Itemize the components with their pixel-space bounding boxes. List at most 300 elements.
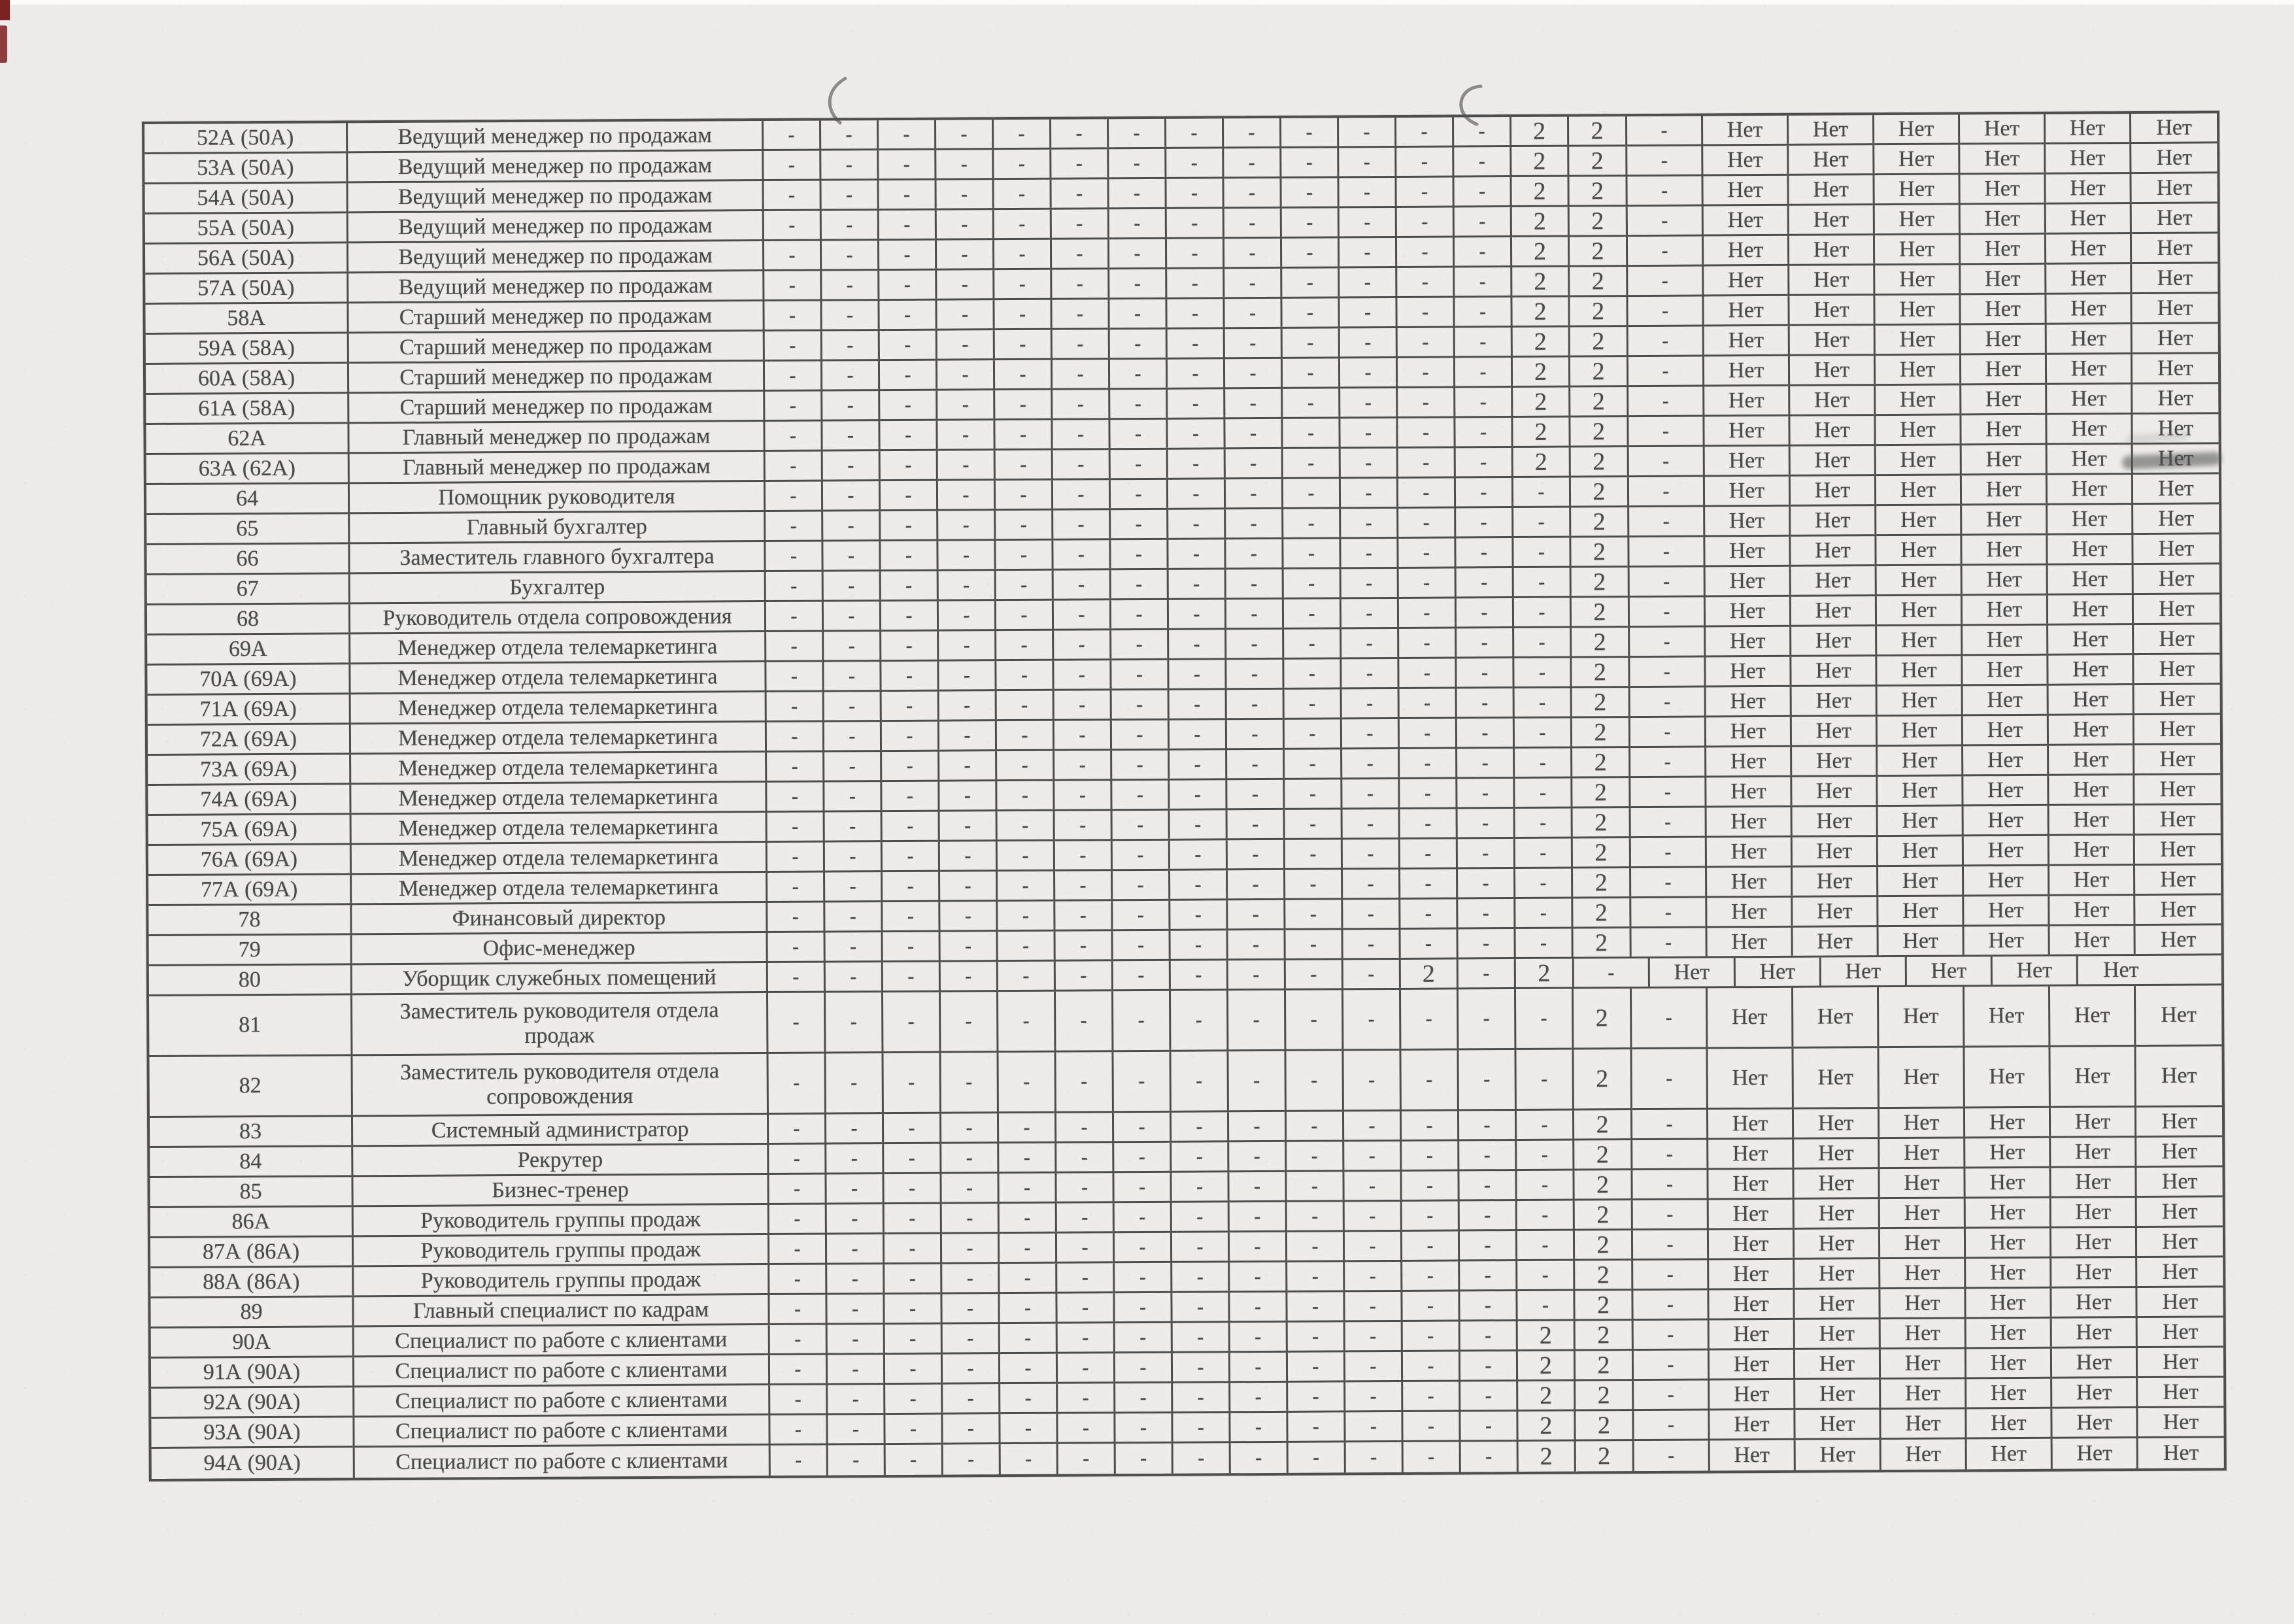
factor-class-cell: - <box>1173 1383 1230 1411</box>
guarantee-cell: Нет <box>1881 1319 1966 1347</box>
factor-class-cell: 2 <box>1401 959 1459 987</box>
factor-class-cell: - <box>998 932 1056 960</box>
factor-class-cell: - <box>1285 689 1342 717</box>
factor-class-cell: - <box>769 1115 826 1143</box>
guarantee-cell: Нет <box>2052 1348 2138 1377</box>
guarantee-cell: Нет <box>1878 746 1963 775</box>
factor-class-cell: - <box>1229 1142 1287 1170</box>
factor-class-cell: - <box>769 1265 827 1293</box>
guarantee-cell: Нет <box>1791 506 1876 535</box>
factor-class-cell: - <box>767 843 825 871</box>
workplace-number-cell: 52А (50А) <box>144 123 348 152</box>
factor-class-cell: - <box>1340 208 1397 236</box>
guarantee-cell: Нет <box>1706 597 1791 626</box>
workplace-number-cell: 66 <box>146 544 350 573</box>
factor-class-cell: - <box>1056 961 1113 989</box>
guarantee-cell: Нет <box>1793 1048 1879 1108</box>
guarantee-cell: Нет <box>1703 176 1789 205</box>
final-class-cell: 2 <box>1576 1381 1634 1409</box>
factor-class-cell: - <box>1282 268 1340 296</box>
factor-class-cell: - <box>827 1294 885 1323</box>
factor-class-cell: 2 <box>1512 267 1570 296</box>
factor-class-cell: - <box>939 631 996 659</box>
final-class-cell: 2 <box>1571 537 1629 566</box>
guarantee-cell: Нет <box>1792 777 1878 805</box>
guarantee-cell: Нет <box>1795 1289 1880 1318</box>
guarantee-cell: Нет <box>1962 505 2048 534</box>
factor-class-cell: - <box>1172 1112 1229 1140</box>
factor-class-cell: - <box>1345 1322 1403 1350</box>
factor-class-cell: - <box>937 330 995 358</box>
factor-class-cell: - <box>821 180 879 209</box>
factor-class-cell: - <box>1112 751 1170 779</box>
guarantee-cell: Нет <box>1874 144 1960 173</box>
workplace-number-cell: 61А (58А) <box>146 394 349 423</box>
factor-class-cell: - <box>1287 1292 1345 1320</box>
factor-class-cell: - <box>1224 209 1282 237</box>
factor-class-cell: - <box>1172 1142 1229 1170</box>
factor-class-cell: - <box>1169 569 1226 598</box>
factor-class-cell: - <box>999 1174 1056 1202</box>
factor-class-cell: - <box>1000 1234 1057 1262</box>
guarantee-cell: Нет <box>2159 596 2195 621</box>
factor-class-cell: - <box>1341 569 1399 597</box>
factor-class-cell: - <box>1110 390 1168 418</box>
factor-class-cell: - <box>1112 781 1170 809</box>
factor-class-cell: - <box>1455 207 1512 235</box>
factor-class-cell: - <box>937 360 995 388</box>
final-class-cell: 2 <box>1570 207 1628 235</box>
siz-class-cell: - <box>1631 837 1707 866</box>
factor-class-cell: - <box>1346 1442 1404 1472</box>
guarantee-cell: Нет <box>1964 866 2049 895</box>
factor-class-cell: - <box>824 571 881 600</box>
factor-class-cell: - <box>1343 1051 1401 1109</box>
guarantee-cell: Нет <box>1709 1200 1795 1228</box>
factor-class-cell: - <box>996 601 1054 629</box>
factor-class-cell: - <box>1283 358 1340 386</box>
final-class-cell: 2 <box>1574 1170 1632 1198</box>
factor-class-cell: - <box>1340 298 1397 326</box>
guarantee-cell: Нет <box>2163 1440 2199 1465</box>
job-title-cell: Главный специалист по кадрам <box>354 1295 769 1325</box>
factor-class-cell: - <box>1513 538 1571 566</box>
factor-class-cell: - <box>942 1264 1000 1292</box>
factor-class-cell: - <box>936 120 994 148</box>
factor-class-cell: - <box>943 1414 1000 1442</box>
guarantee-cell: Нет <box>2052 1378 2138 1407</box>
red-edge-mark <box>0 25 7 63</box>
factor-class-cell: - <box>1517 1111 1574 1139</box>
guarantee-cell: Нет <box>2156 145 2193 170</box>
factor-class-cell: - <box>1460 1381 1518 1410</box>
factor-class-cell: - <box>937 210 994 238</box>
guarantee-cell: Нет <box>1710 1320 1795 1349</box>
job-title-cell: Руководитель отдела сопровождения <box>350 602 766 632</box>
guarantee-cell: Нет <box>1966 1198 2051 1227</box>
factor-class-cell: - <box>765 422 822 450</box>
factor-class-cell: - <box>768 963 826 991</box>
job-title-cell: Финансовый директор <box>352 903 767 933</box>
factor-class-cell: - <box>881 541 938 569</box>
factor-class-cell: - <box>1455 237 1512 265</box>
factor-class-cell: - <box>1288 1352 1345 1380</box>
factor-class-cell: - <box>1113 871 1170 899</box>
guarantee-cell: Нет <box>2161 1199 2198 1224</box>
factor-class-cell: - <box>1225 419 1283 447</box>
factor-class-cell: - <box>1459 1171 1517 1199</box>
guarantee-cell: Нет <box>2046 234 2132 263</box>
factor-class-cell: - <box>1167 209 1224 237</box>
factor-class-cell: - <box>764 121 821 149</box>
factor-class-cell: - <box>1455 267 1512 296</box>
factor-class-cell: - <box>1052 299 1109 328</box>
final-class-cell: 2 <box>1572 598 1630 626</box>
siz-class-cell: - <box>1631 807 1707 836</box>
factor-class-cell: - <box>1056 1173 1114 1201</box>
factor-class-cell: - <box>1058 1353 1115 1381</box>
guarantee-cell: Нет <box>1964 836 2049 865</box>
factor-class-cell: - <box>1052 269 1109 297</box>
guarantee-cell: Нет <box>2051 1258 2137 1287</box>
guarantee-cell: Нет <box>2049 775 2134 804</box>
factor-class-cell: - <box>1517 1231 1575 1259</box>
factor-class-cell: - <box>1228 990 1286 1049</box>
factor-class-cell: - <box>886 1445 943 1475</box>
factor-class-cell: - <box>823 481 881 509</box>
factor-class-cell: - <box>1058 1323 1115 1351</box>
factor-class-cell: - <box>885 1234 942 1262</box>
final-class-cell: 2 <box>1573 898 1631 926</box>
factor-class-cell: - <box>1168 539 1226 567</box>
guarantee-cell: Нет <box>1877 656 1963 685</box>
factor-class-cell: - <box>998 1053 1056 1111</box>
guarantee-cell: Нет <box>1789 296 1875 324</box>
siz-class-cell: - <box>1634 1440 1710 1471</box>
guarantee-cell: Нет <box>2157 386 2194 411</box>
guarantee-cell: Нет <box>1704 236 1789 265</box>
factor-class-cell: - <box>1514 568 1572 596</box>
factor-class-cell: - <box>941 1143 999 1172</box>
factor-class-cell: - <box>1228 870 1285 898</box>
job-title-cell: Старший менеджер по продажам <box>348 301 764 331</box>
factor-class-cell: - <box>1285 719 1342 747</box>
factor-class-cell: - <box>1226 479 1283 507</box>
table-row <box>149 985 2221 1057</box>
final-class-cell: 2 <box>1570 297 1628 325</box>
workplace-number-cell: 69А <box>147 634 350 664</box>
factor-class-cell: - <box>1172 1262 1230 1291</box>
factor-class-cell: - <box>1173 1353 1230 1381</box>
guarantee-cell: Нет <box>1993 956 2078 985</box>
guarantee-cell: Нет <box>1963 716 2049 745</box>
factor-class-cell: - <box>1287 1262 1345 1290</box>
job-title-cell: Менеджер отдела телемаркетинга <box>351 753 767 783</box>
guarantee-cell: Нет <box>1876 445 1962 474</box>
job-title-cell: Ведущий менеджер по продажам <box>348 151 764 181</box>
factor-class-cell: - <box>1400 899 1458 927</box>
guarantee-cell: Нет <box>1962 475 2048 504</box>
siz-class-cell: - <box>1630 657 1706 686</box>
final-class-cell: 2 <box>1574 1110 1632 1138</box>
factor-class-cell: - <box>1112 690 1170 719</box>
factor-class-cell: - <box>880 361 937 389</box>
guarantee-cell: Нет <box>2048 625 2134 654</box>
factor-class-cell: - <box>770 1355 828 1383</box>
guarantee-cell: Нет <box>2162 1259 2199 1284</box>
factor-class-cell: 2 <box>1512 237 1570 265</box>
factor-class-cell: 2 <box>1512 207 1570 235</box>
factor-class-cell: - <box>1230 1323 1288 1351</box>
factor-class-cell: - <box>940 871 998 900</box>
factor-class-cell: - <box>1281 178 1339 206</box>
guarantee-cell: Нет <box>1707 898 1793 926</box>
guarantee-cell: Нет <box>1703 116 1789 144</box>
guarantee-cell: Нет <box>1795 1319 1881 1348</box>
factor-class-cell: - <box>1515 809 1573 837</box>
factor-class-cell: - <box>1171 990 1228 1049</box>
factor-class-cell: - <box>1283 448 1341 477</box>
factor-class-cell: - <box>1285 809 1343 837</box>
factor-class-cell: - <box>1230 1413 1288 1441</box>
factor-class-cell: - <box>940 841 998 870</box>
factor-class-cell: - <box>1460 1291 1517 1319</box>
factor-class-cell: - <box>1286 960 1343 988</box>
siz-class-cell: - <box>1630 567 1706 596</box>
factor-class-cell: - <box>1400 719 1457 747</box>
guarantee-cell: Нет <box>1789 205 1875 234</box>
guarantee-cell: Нет <box>1706 687 1792 716</box>
final-class-cell: 2 <box>1569 177 1627 205</box>
job-title-cell: Менеджер отдела телемаркетинга <box>350 632 766 662</box>
guarantee-cell: Нет <box>2159 807 2196 832</box>
factor-class-cell: - <box>1343 930 1400 958</box>
factor-class-cell: - <box>1109 119 1166 147</box>
guarantee-cell: Нет <box>2158 506 2195 531</box>
guarantee-cell: Нет <box>1706 567 1791 596</box>
final-class-cell: 2 <box>1572 628 1630 656</box>
guarantee-cell: Нет <box>1789 265 1875 294</box>
factor-class-cell: - <box>994 210 1052 238</box>
final-class-cell: 2 <box>1576 1321 1634 1349</box>
factor-class-cell: - <box>999 1113 1056 1142</box>
final-class-cell: 2 <box>1573 838 1631 866</box>
final-class-cell: 2 <box>1576 1351 1634 1379</box>
factor-class-cell: - <box>998 871 1055 900</box>
guarantee-cell: Нет <box>1704 416 1790 445</box>
siz-class-cell: - <box>1634 1320 1710 1349</box>
factor-class-cell: - <box>769 1295 827 1323</box>
siz-class-cell: - <box>1634 1350 1710 1379</box>
guarantee-cell: Нет <box>1710 1380 1795 1409</box>
factor-class-cell: - <box>1460 1321 1518 1349</box>
factor-class-cell: - <box>1224 269 1282 297</box>
factor-class-cell: - <box>1225 359 1283 387</box>
factor-class-cell: - <box>764 301 822 330</box>
factor-class-cell: - <box>770 1385 828 1413</box>
siz-class-cell: - <box>1627 116 1703 144</box>
factor-class-cell: - <box>1051 149 1109 177</box>
guarantee-cell: Нет <box>1795 1349 1881 1378</box>
workplace-number-cell: 85 <box>150 1177 353 1206</box>
factor-class-cell: - <box>769 1205 827 1233</box>
factor-class-cell: - <box>1110 330 1168 358</box>
factor-class-cell: - <box>767 692 824 720</box>
workplace-number-cell: 88А (86А) <box>150 1267 354 1296</box>
factor-class-cell: 2 <box>1518 1412 1576 1440</box>
guarantee-cell: Нет <box>1960 175 2046 203</box>
factor-class-cell: - <box>937 300 994 328</box>
final-class-cell: 2 <box>1570 357 1628 385</box>
factor-class-cell: - <box>1459 959 1516 987</box>
factor-class-cell: - <box>1339 118 1396 146</box>
guarantee-cell: Нет <box>1963 566 2048 594</box>
factor-class-cell: - <box>1000 1294 1057 1322</box>
guarantee-cell: Нет <box>1961 385 2047 414</box>
factor-class-cell: - <box>1513 478 1571 506</box>
guarantee-cell: Нет <box>2163 1410 2199 1434</box>
factor-class-cell: - <box>1513 508 1571 536</box>
factor-class-cell: - <box>936 180 994 208</box>
factor-class-cell: - <box>881 571 939 600</box>
workplace-number-cell: 83 <box>150 1117 353 1146</box>
factor-class-cell: 2 <box>1513 328 1570 356</box>
factor-class-cell: - <box>1457 688 1515 717</box>
factor-class-cell: - <box>765 392 822 420</box>
factor-class-cell: - <box>769 1235 827 1263</box>
factor-class-cell: - <box>1345 1202 1402 1230</box>
factor-class-cell: - <box>1114 1143 1172 1171</box>
factor-class-cell: - <box>937 270 994 298</box>
guarantee-cell: Нет <box>1967 1439 2053 1470</box>
guarantee-cell: Нет <box>2158 566 2195 591</box>
factor-class-cell: - <box>1515 719 1572 747</box>
factor-class-cell: - <box>1456 508 1513 536</box>
factor-class-cell: - <box>767 813 825 841</box>
factor-class-cell: - <box>1403 1321 1460 1349</box>
guarantee-cell: Нет <box>2048 475 2133 503</box>
factor-class-cell: - <box>1345 1412 1403 1440</box>
workplace-number-cell: 60А (58А) <box>146 364 349 393</box>
guarantee-cell: Нет <box>2049 836 2135 864</box>
factor-class-cell: - <box>1282 298 1340 326</box>
job-title-cell: Старший менеджер по продажам <box>349 392 765 422</box>
factor-class-cell: - <box>1169 660 1226 688</box>
factor-class-cell: - <box>1340 358 1398 386</box>
factor-class-cell: - <box>1284 629 1341 657</box>
factor-class-cell: - <box>769 1145 826 1173</box>
factor-class-cell: - <box>1283 539 1341 567</box>
guarantee-cell: Нет <box>1707 928 1793 956</box>
guarantee-cell: Нет <box>2158 536 2195 561</box>
final-class-cell: 2 <box>1572 688 1630 716</box>
factor-class-cell: - <box>828 1415 885 1443</box>
factor-class-cell: - <box>1397 237 1455 265</box>
factor-class-cell: - <box>939 691 997 719</box>
factor-class-cell: - <box>879 271 937 299</box>
factor-class-cell: - <box>1343 960 1401 988</box>
guarantee-cell: Нет <box>1707 807 1793 836</box>
guarantee-cell: Нет <box>2158 476 2194 501</box>
factor-class-cell: - <box>879 301 937 329</box>
job-title-cell: Ведущий менеджер по продажам <box>348 211 764 241</box>
guarantee-cell: Нет <box>1791 656 1877 685</box>
guarantee-cell: Нет <box>1709 1230 1795 1259</box>
factor-class-cell: - <box>1403 1381 1460 1410</box>
guarantee-cell: Нет <box>1965 1168 2051 1197</box>
factor-class-cell: - <box>1516 989 1574 1048</box>
guarantee-cell: Нет <box>1709 1290 1795 1319</box>
factor-class-cell: - <box>883 992 941 1051</box>
factor-class-cell: - <box>939 571 996 599</box>
workplace-number-cell: 63А (62А) <box>146 454 350 483</box>
final-class-cell: 2 <box>1572 567 1630 596</box>
factor-class-cell: - <box>1456 538 1513 566</box>
factor-class-cell: - <box>828 1445 886 1475</box>
factor-class-cell: - <box>825 812 883 840</box>
factor-class-cell: - <box>765 331 822 360</box>
workplace-number-cell: 86А <box>150 1207 354 1236</box>
guarantee-cell: Нет <box>1881 1349 1966 1378</box>
factor-class-cell: - <box>1115 1353 1173 1381</box>
guarantee-cell: Нет <box>1966 1259 2051 1287</box>
factor-class-cell: - <box>1341 479 1398 507</box>
siz-class-cell: - <box>1632 1109 1708 1138</box>
guarantee-cell: Нет <box>1791 476 1876 505</box>
factor-class-cell: - <box>1517 1261 1575 1289</box>
factor-class-cell: - <box>941 992 998 1051</box>
factor-class-cell: - <box>1343 839 1400 868</box>
guarantee-cell: Нет <box>2047 384 2133 413</box>
factor-class-cell: - <box>881 632 939 660</box>
factor-class-cell: - <box>1457 719 1515 747</box>
factor-class-cell: - <box>998 902 1055 930</box>
final-class-cell: 2 <box>1573 808 1631 836</box>
guarantee-cell: Нет <box>1881 1439 1967 1470</box>
factor-class-cell: - <box>879 150 936 178</box>
factor-class-cell: - <box>943 1444 1001 1474</box>
guarantee-cell: Нет <box>1736 958 1821 987</box>
factor-class-cell: - <box>1454 177 1511 205</box>
guarantee-cell: Нет <box>1875 235 1961 263</box>
factor-class-cell: - <box>828 1325 885 1353</box>
guarantee-cell: Нет <box>1961 205 2046 233</box>
guarantee-cell: Нет <box>2159 686 2195 711</box>
factor-class-cell: - <box>1396 177 1454 205</box>
guarantee-cell: Нет <box>2157 296 2193 320</box>
guarantee-cell: Нет <box>1966 1349 2052 1378</box>
factor-class-cell: - <box>768 1054 826 1113</box>
factor-class-cell: - <box>771 1446 828 1476</box>
factor-class-cell: - <box>1226 509 1283 537</box>
job-title-cell: Заместитель руководителя отдела сопровождения <box>352 1054 768 1115</box>
factor-class-cell: - <box>824 632 881 660</box>
factor-class-cell: - <box>1515 749 1572 777</box>
factor-class-cell: - <box>1515 688 1572 717</box>
guarantee-cell: Нет <box>2048 505 2133 533</box>
guarantee-cell: Нет <box>1876 385 1961 414</box>
factor-class-cell: - <box>1341 539 1398 567</box>
factor-class-cell: - <box>1402 1201 1460 1229</box>
final-class-cell: 2 <box>1516 959 1574 987</box>
factor-class-cell: - <box>821 150 879 178</box>
job-title-cell: Специалист по работе с клиентами <box>354 1415 770 1446</box>
factor-class-cell: - <box>1287 1172 1344 1200</box>
guarantee-cell: Нет <box>2049 805 2135 834</box>
factor-class-cell: - <box>1517 1141 1574 1169</box>
guarantee-cell: Нет <box>1708 1049 1793 1108</box>
siz-class-cell: - <box>1629 537 1705 566</box>
